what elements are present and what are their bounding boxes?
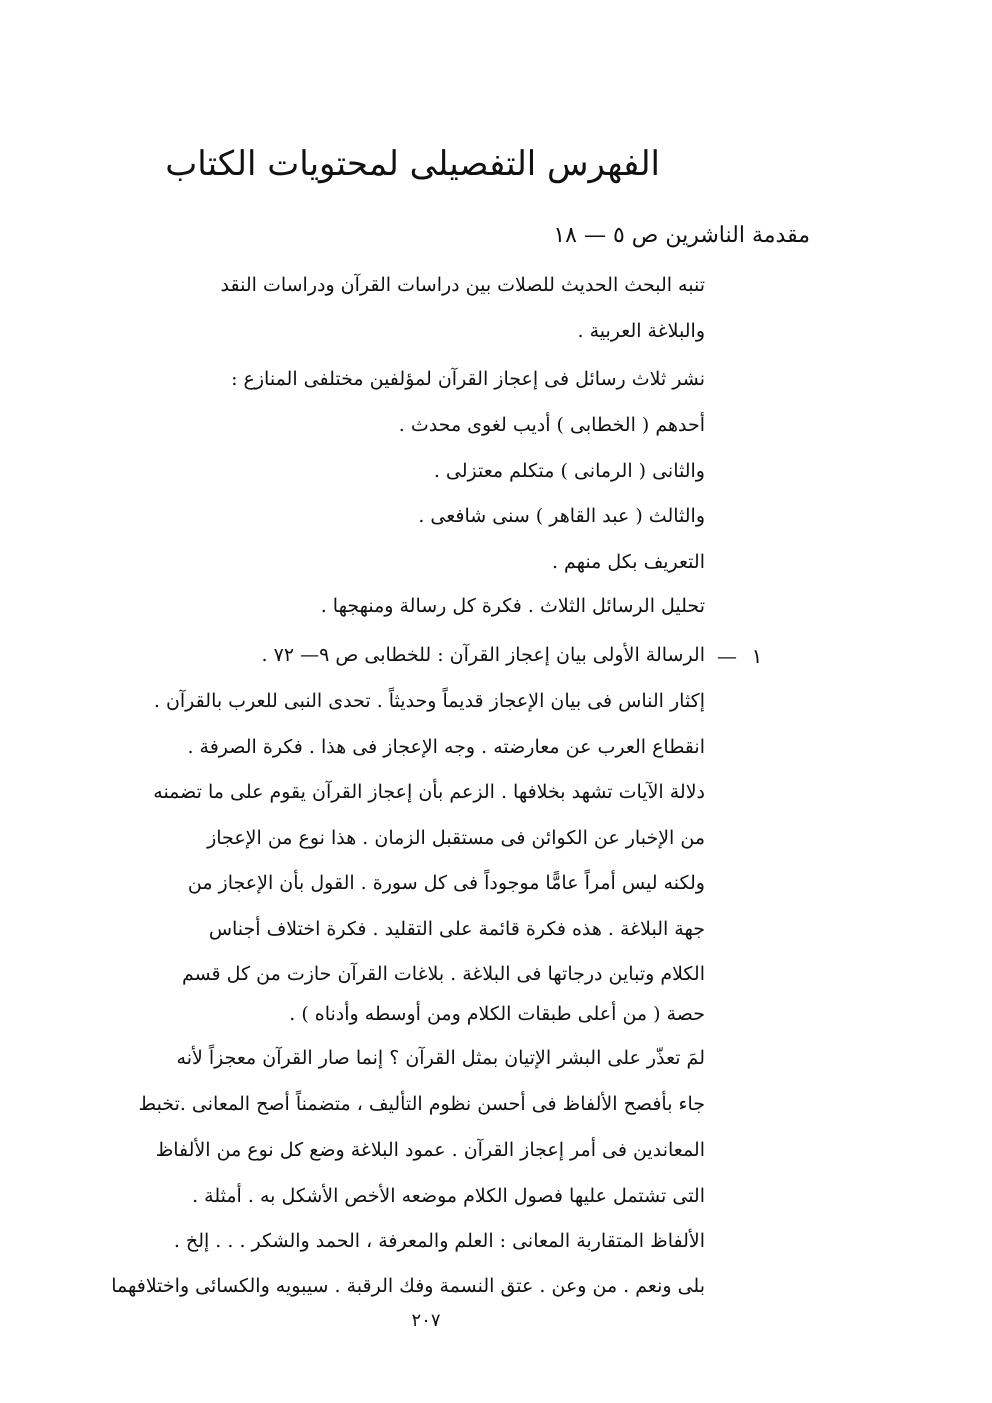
- body-line: بلى ونعم . من وعن . عتق النسمة وفك الرقبة . سيبويه والكسائى واختلافهما: [111, 1275, 705, 1297]
- item-number: ١: [751, 644, 763, 668]
- body-line: ولكنه ليس أمراً عامًّا موجوداً فى كل سورة . القول بأن الإعجاز من: [187, 872, 705, 894]
- body-line: جهة البلاغة . هذه فكرة قائمة على التقليد . فكرة اختلاف أجناس: [208, 918, 705, 940]
- item-dash: —: [717, 644, 737, 668]
- body-line: إكثار الناس فى بيان الإعجاز قديماً وحديثاً . تحدى النبى للعرب بالقرآن .: [153, 690, 705, 712]
- intro-line: التعريف بكل منهم .: [551, 551, 705, 573]
- body-line: التى تشتمل عليها فصول الكلام موضعه الأخص الأشكل به . أمثلة .: [192, 1185, 705, 1207]
- intro-line: تنبه البحث الحديث للصلات بين دراسات القرآن ودراسات النقد: [220, 274, 705, 296]
- item-heading: الرسالة الأولى بيان إعجاز القرآن : للخطابى ص ٩— ٧٢ .: [261, 644, 705, 666]
- body-line: انقطاع العرب عن معارضته . وجه الإعجاز فى هذا . فكرة الصرفة .: [187, 736, 705, 758]
- body-line: جاء بأفصح الألفاظ فى أحسن نظوم التأليف ، متضمناً أصح المعانى .تخبط: [138, 1093, 705, 1115]
- body-line: من الإخبار عن الكوائن فى مستقبل الزمان . هذا نوع من الإعجاز: [207, 827, 705, 849]
- intro-line: نشر ثلاث رسائل فى إعجاز القرآن لمؤلفين مختلفى المنازع :: [231, 368, 705, 390]
- page-title: الفهرس التفصيلى لمحتويات الكتاب: [165, 144, 660, 184]
- intro-line: والثالث ( عبد القاهر ) سنى شافعى .: [418, 505, 705, 527]
- page-number: ٢٠٧: [411, 1310, 441, 1331]
- intro-line: والبلاغة العربية .: [577, 320, 705, 342]
- body-line: الألفاظ المتقاربة المعانى : العلم والمعرفة ، الحمد والشكر . . . إلخ .: [173, 1230, 705, 1252]
- intro-line: أحدهم ( الخطابى ) أديب لغوى محدث .: [398, 414, 705, 436]
- body-line: لمَ تعذّر على البشر الإتيان بمثل القرآن ؟ إنما صار القرآن معجزاً لأنه: [176, 1047, 705, 1069]
- body-line: دلالة الآيات تشهد بخلافها . الزعم بأن إعجاز القرآن يقوم على ما تضمنه: [153, 781, 705, 803]
- body-line: المعاندين فى أمر إعجاز القرآن . عمود البلاغة وضع كل نوع من الألفاظ: [155, 1139, 705, 1161]
- intro-line: والثانى ( الرمانى ) متكلم معتزلى .: [433, 460, 705, 482]
- intro-heading: مقدمة الناشرين ص ٥ — ١٨: [553, 223, 810, 248]
- body-line: حصة ( من أعلى طبقات الكلام ومن أوسطه وأدناه ) .: [289, 1003, 705, 1025]
- intro-line: تحليل الرسائل الثلاث . فكرة كل رسالة ومنهجها .: [320, 595, 705, 617]
- body-line: الكلام وتباين درجاتها فى البلاغة . بلاغات القرآن حازت من كل قسم: [181, 963, 705, 985]
